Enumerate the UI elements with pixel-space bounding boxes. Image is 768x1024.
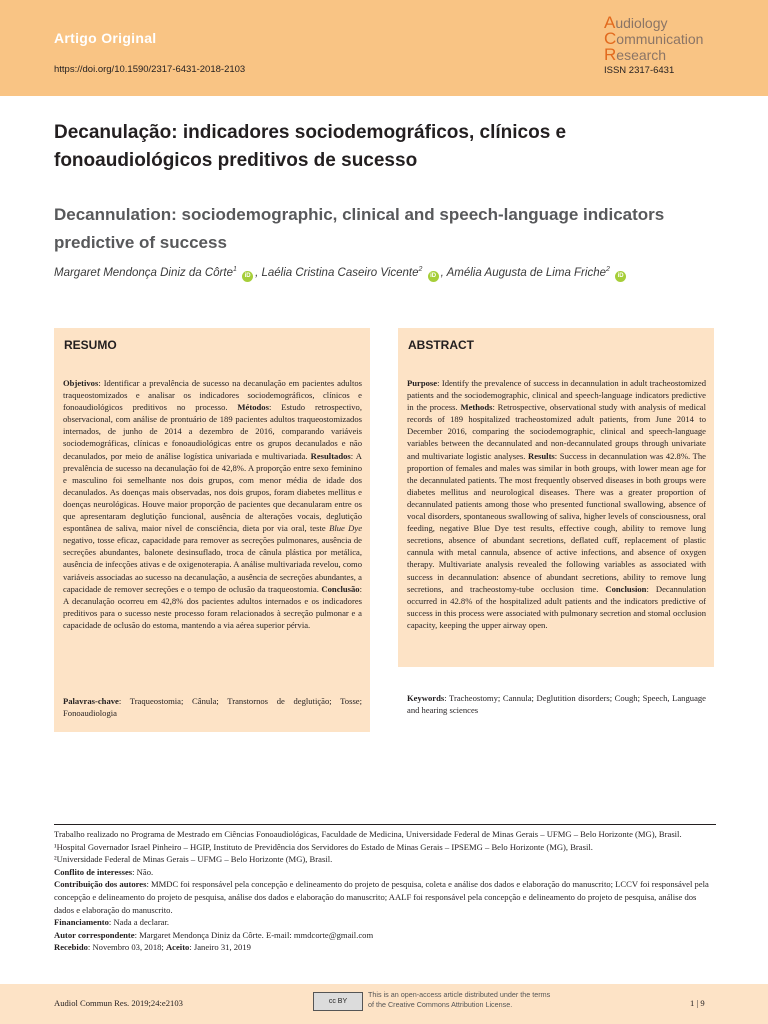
abstract-text bbox=[407, 377, 706, 631]
page-number: 1 | 9 bbox=[690, 998, 705, 1008]
resumo-text bbox=[63, 377, 362, 631]
metodos-label: Métodos bbox=[237, 402, 269, 413]
affiliation-1: ¹Hospital Governador Israel Pinheiro – HGIP, Instituto de Previdência dos Servidores do Estado de Minas Gerais – IPSEMG – Belo Horizonte (MG), Brasil. bbox=[54, 841, 593, 852]
orcid-icon[interactable]: iD bbox=[615, 271, 626, 282]
financiamento-text: : Nada a declarar. bbox=[108, 917, 170, 928]
footnotes bbox=[54, 828, 718, 954]
journal-header bbox=[0, 0, 768, 96]
title-portuguese: Decanulação: indicadores sociodemográficos, clínicos e fonoaudiológicos preditivos de sucesso bbox=[54, 122, 567, 171]
autor-label: Autor correspondente bbox=[54, 929, 135, 940]
keywords-text: : Tracheostomy; Cannula; Deglutition disorders; Cough; Speech, Language and hearing sciences bbox=[407, 693, 706, 716]
results-label: Results bbox=[528, 450, 555, 461]
trabalho-note: Trabalho realizado no Programa de Mestrado em Ciências Fonoaudiológicas, Faculdade de Medicina, Universidade Federal de Minas Gerais – UFMG – Belo Horizonte (MG), Brasil. bbox=[54, 829, 682, 839]
author-2-affiliation: 2 bbox=[418, 266, 423, 273]
journal-citation: Audiol Commun Res. 2019;24:e2103 bbox=[54, 998, 183, 1008]
logo-line-2: ommunication bbox=[616, 31, 704, 47]
orcid-icon[interactable]: iD bbox=[428, 271, 439, 282]
conclusao-text: : A decanulação ocorreu em 42,8% dos pacientes adultos internados e os indicadores preditivos para o sucesso neste processo foram relacionados à secreção pulmonar e a capacidade de oclusão do estoma, mantendo a via aérea superior pérvia. bbox=[63, 583, 362, 630]
conclusao-label: Conclusão bbox=[321, 583, 360, 594]
objetivos-text: : Identificar a prevalência de sucesso na decanulação em pacientes adultos traqueostomizados e analisar os indicadores sociodemográficos, clínicos e fonoaudiológicos preditivos no processo. bbox=[63, 378, 362, 413]
resumo-box bbox=[54, 328, 370, 732]
conclusion-text: : Decannulation occurred in 42.8% of the hospitalized adult patients and the indicators predictive of success in this process were associated with pulmonary secretion and stomal occlusion capacity, keeping the upper airway open. bbox=[407, 583, 706, 630]
author-1-affiliation: 1 bbox=[232, 266, 237, 273]
footnote-divider bbox=[54, 824, 716, 825]
recebido-text: : Novembro 03, 2018; bbox=[87, 942, 166, 953]
aceito-label: Aceito bbox=[165, 942, 190, 953]
affiliation-2: ²Universidade Federal de Minas Gerais – UFMG – Belo Horizonte (MG), Brasil. bbox=[54, 854, 333, 865]
abstract-box bbox=[398, 328, 714, 716]
abstract-heading: ABSTRACT bbox=[408, 338, 474, 352]
resultados-text-2: negativo, tosse eficaz, capacidade para remover as secreções pulmonares, ausência de secreções abundantes, balonete desinsuflado, troca de cânula plástica por metálica, ausência de infecções ativas e de oxigenoterapia. A análise multivariada revelou, como variáveis associadas ao sucesso na decanulação, a ausência de secreções abundantes, a capacidade de remover secreções e o tempo de oclusão da traqueostomia. bbox=[63, 535, 362, 594]
purpose-text: : Identify the prevalence of success in decannulation in adult tracheostomized patients and the sociodemographic, clinical and speech-language indicators predictive in the process. bbox=[407, 378, 706, 413]
methods-text: : Retrospective, observational study with analysis of medical records of 189 hospitalized tracheostomized adult patients, from June 2014 to December 2016, comparing the sociodemographic, clinical and speech-language variables between the decannulated and non-decannulated groups through univariate and multivariate logistic analyses. bbox=[407, 402, 706, 461]
resultados-text: : A prevalência de sucesso na decanulação foi de 42,8%. A proporção entre sexo feminino e masculino foi semelhante nos dois grupos, com menor média de idade dos decanulados. As doenças mais observadas, nos dois grupos, foram diabetes mellitus e doenças neurológicas. Houve maior proporção de pacientes que decanularam entre os que apresentaram deglutição funcional, ausência de alterações vocais, deglutição espontânea de saliva, maior nível de consciência, dieta por via oral, teste bbox=[63, 450, 362, 534]
conflito-note bbox=[54, 866, 718, 879]
blue-dye-term: Blue Dye bbox=[329, 523, 363, 534]
resumo-heading: RESUMO bbox=[64, 338, 117, 352]
conflito-text: : Não. bbox=[132, 866, 154, 877]
author-2: Laélia Cristina Caseiro Vicente bbox=[261, 266, 419, 279]
doi-link[interactable]: https://doi.org/10.1590/2317-6431-2018-2103 bbox=[54, 64, 246, 75]
autor-correspondente-note bbox=[54, 929, 718, 942]
dates-note bbox=[54, 941, 718, 954]
orcid-icon[interactable]: iD bbox=[242, 271, 253, 282]
objetivos-label: Objetivos bbox=[63, 378, 99, 388]
conclusion-label: Conclusion bbox=[605, 583, 647, 594]
palavras-chave-text: : Traqueostomia; Cânula; Transtornos de deglutição; Tosse; Fonoaudiologia bbox=[63, 696, 362, 719]
methods-label: Methods bbox=[460, 402, 493, 413]
keywords-label: Keywords bbox=[407, 693, 445, 703]
journal-logo: Audiology Communication Research bbox=[604, 13, 704, 64]
author-1: Margaret Mendonça Diniz da Côrte bbox=[54, 266, 233, 279]
resultados-label: Resultados bbox=[310, 450, 351, 461]
author-3-affiliation: 2 bbox=[605, 266, 610, 273]
author-3: Amélia Augusta de Lima Friche bbox=[446, 266, 606, 279]
autor-text: : Margaret Mendonça Diniz da Côrte. E-mail: mmdcorte@gmail.com bbox=[134, 929, 374, 940]
recebido-label: Recebido bbox=[54, 942, 88, 953]
author-list: Margaret Mendonça Diniz da Côrte$^1$ iD , Laélia Cristina Caseiro Vicente$^2$ iD , Amélia Augusta de Lima Friche$^2$ iD bbox=[54, 266, 734, 282]
page-footer bbox=[0, 984, 768, 1024]
conflito-label: Conflito de interesses bbox=[54, 866, 133, 877]
title-english: Decannulation: sociodemographic, clinical and speech-language indicators predictive of success bbox=[54, 205, 665, 252]
financiamento-label: Financiamento bbox=[54, 917, 109, 928]
logo-line-3: esearch bbox=[616, 47, 667, 63]
keywords bbox=[407, 692, 706, 716]
contribuicao-note bbox=[54, 878, 718, 916]
aceito-text: : Janeiro 31, 2019 bbox=[189, 942, 251, 953]
contribuicao-label: Contribuição dos autores bbox=[54, 879, 147, 890]
section-label: Artigo Original bbox=[54, 30, 157, 46]
issn: ISSN 2317-6431 bbox=[604, 65, 675, 76]
financiamento-note bbox=[54, 916, 718, 929]
palavras-chave-label: Palavras-chave bbox=[63, 696, 119, 706]
logo-line-1: udiology bbox=[615, 15, 668, 31]
results-text: : Success in decannulation was 42.8%. The proportion of females and males was similar in both groups, with lower mean age for the decannulated patients. The most frequently observed diseases in both groups were diabetes mellitus and neurological diseases. There was a greater proportion of decannulated patients among those who presented functional swallowing, absence of vocal disorders, spontaneous swallowing of saliva, higher levels of consciousness, oral feeding, negative Blue Dye test results, effective cough, ability to remove lung secretions, absence of abundant secretions, deflated cuff, replacement of plastic cannula with metal cannula, absence of active infections, and absence of oxygen therapy. Multivariate analysis revealed the following variables as associated with success in decannulation: absence of abundant secretions, ability to remove lung secretions, and tracheostomy-tube occlusion time. bbox=[407, 450, 706, 594]
creative-commons-icon[interactable]: cc BY bbox=[313, 992, 363, 1011]
contribuicao-text: : MMDC foi responsável pela concepção e delineamento do projeto de pesquisa, coleta e análise dos dados e elaboração do manuscrito; LCCV foi responsável pela concepção e delineamento do projeto de pesquisa, análise dos dados e elaboração do manuscrito; AALF foi responsável pela concepção e delineamento do projeto de pesquisa, análise dos dados e elaboração do manuscrito. bbox=[54, 879, 709, 915]
purpose-label: Purpose bbox=[407, 378, 438, 388]
palavras-chave bbox=[63, 695, 362, 719]
metodos-text: : Estudo retrospectivo, observacional, com análise de prontuário de 189 pacientes adultos traqueostomizados internados, de junho de 2014 a dezembro de 2016, comparando variáveis sociodemográficas, clínicas e fonoaudiológicas entre os grupos decanulados e não decanulados, por meio de análise logística univariada e multivariada. bbox=[63, 402, 362, 461]
license-text: This is an open-access article distributed under the terms of the Creative Commons Attribution License. bbox=[368, 990, 551, 1009]
